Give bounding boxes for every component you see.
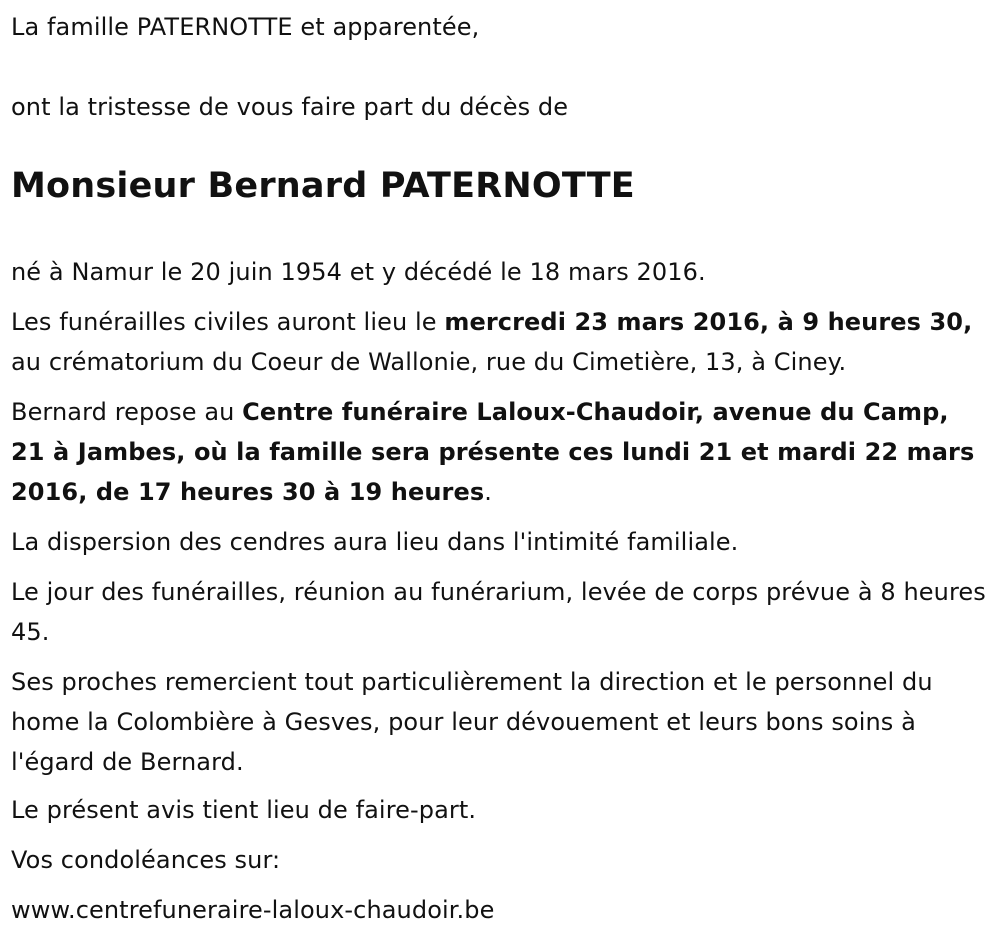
notice-paragraph: Le présent avis tient lieu de faire-part. — [11, 796, 477, 824]
funeral-prefix: Les funérailles civiles auront lieu le — [11, 308, 445, 336]
birth-death-line: né à Namur le 20 juin 1954 et y décédé le 18 mars 2016. — [11, 258, 706, 286]
ashes-paragraph: La dispersion des cendres aura lieu dans l'intimité familiale. — [11, 528, 739, 556]
deceased-name: Monsieur Bernard PATERNOTTE — [11, 166, 635, 206]
funeral-day-paragraph: Le jour des funérailles, réunion au funérarium, levée de corps prévue à 8 heures 45. — [11, 578, 986, 646]
condolences-website-link[interactable]: www.centrefuneraire-laloux-chaudoir.be — [11, 896, 495, 924]
funeral-paragraph — [11, 302, 986, 382]
announcement-line: ont la tristesse de vous faire part du décès de — [11, 93, 569, 121]
visitation-details: Centre funéraire Laloux-Chaudoir, avenue du Camp, 21 à Jambes, où la famille sera présente ces lundi 21 et mardi 22 mars 2016, de 17 heures 30 à 19 heures — [11, 398, 975, 506]
family-intro: La famille PATERNOTTE et apparentée, — [11, 13, 480, 41]
visitation-prefix: Bernard repose au — [11, 398, 243, 426]
thanks-paragraph: Ses proches remercient tout particulièrement la direction et le personnel du home la Colombière à Gesves, pour leur dévouement et leurs bons soins à l'égard de Bernard. — [11, 668, 933, 776]
funeral-date-time: mercredi 23 mars 2016, à 9 heures 30, — [444, 308, 973, 336]
condolences-label: Vos condoléances sur: — [11, 846, 281, 874]
visitation-suffix: . — [484, 478, 492, 506]
funeral-location: au crématorium du Coeur de Wallonie, rue du Cimetière, 13, à Ciney. — [11, 348, 847, 376]
visitation-paragraph — [11, 392, 986, 512]
